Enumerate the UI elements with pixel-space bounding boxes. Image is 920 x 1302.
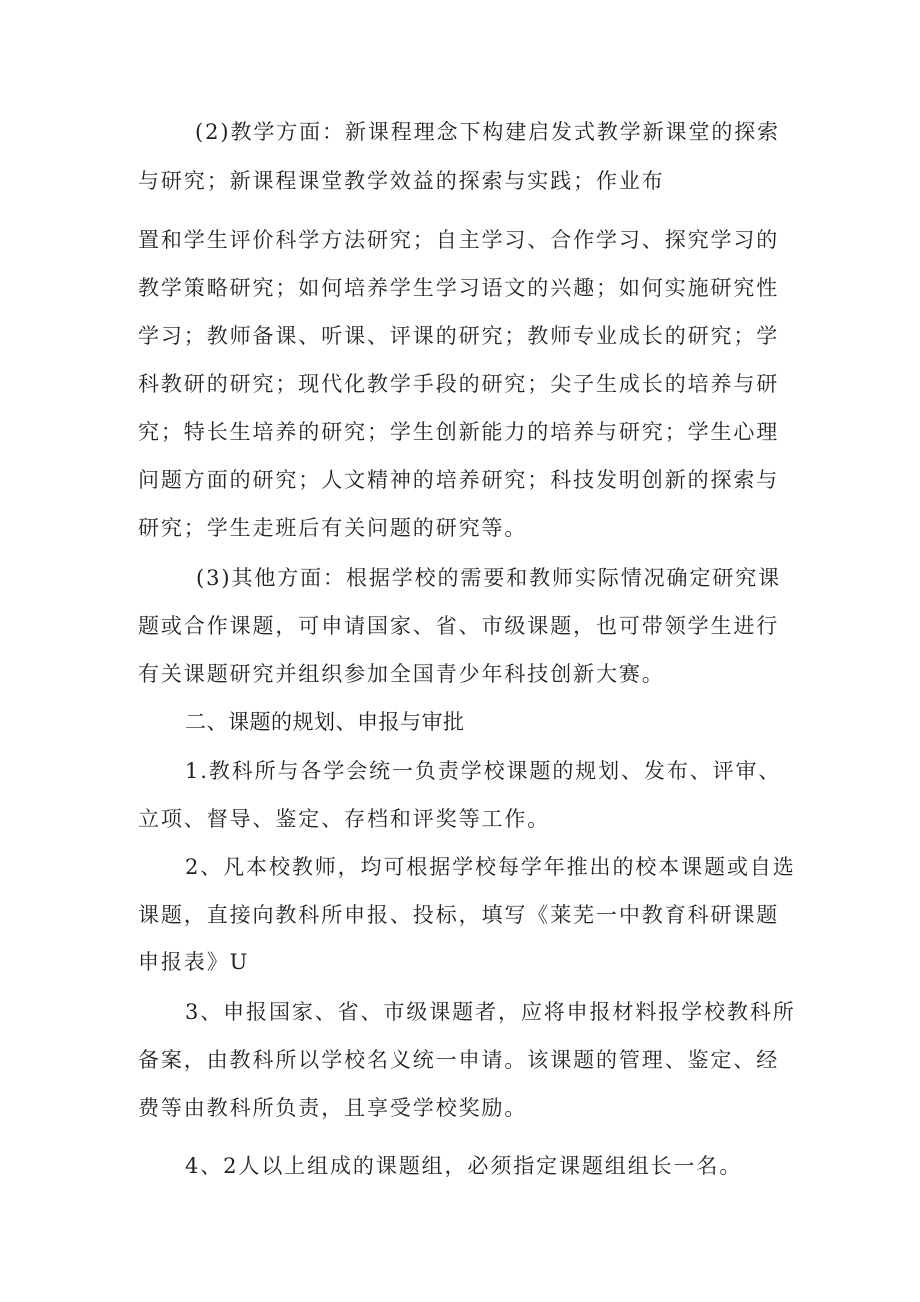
- paragraph-line: 题或合作课题，可申请国家、省、市级课题，也可带领学生进行: [138, 614, 780, 638]
- paragraph-line: 2、凡本校教师，均可根据学校每学年推出的校本课题或自选: [185, 855, 796, 879]
- paragraph-line: 研究；学生走班后有关问题的研究等。: [138, 516, 528, 540]
- paragraph-line: 课题，直接向教科所申报、投标，填写《莱芜一中教育科研课题: [138, 903, 780, 927]
- paragraph-line: 教学策略研究；如何培养学生学习语文的兴趣；如何实施研究性: [138, 276, 780, 300]
- paragraph-line: 申报表》U: [138, 950, 250, 974]
- paragraph-line: 学习；教师备课、听课、评课的研究；教师专业成长的研究；学: [138, 324, 780, 348]
- paragraph-line: 立项、督导、鉴定、存档和评奖等工作。: [138, 807, 551, 831]
- paragraph-line: (3)其他方面：根据学校的需要和教师实际情况确定研究课: [196, 566, 782, 590]
- section-heading: 二、课题的规划、申报与审批: [185, 710, 465, 734]
- paragraph-line: 究；特长生培养的研究；学生创新能力的培养与研究；学生心理: [138, 420, 780, 444]
- paragraph-line: 3、申报国家、省、市级课题者，应将申报材料报学校教科所: [185, 1000, 796, 1024]
- paragraph-line: 置和学生评价科学方法研究；自主学习、合作学习、探究学习的: [138, 228, 780, 252]
- paragraph-line: (2)教学方面：新课程理念下构建启发式教学新课堂的探索: [195, 120, 781, 144]
- paragraph-line: 科教研的研究；现代化教学手段的研究；尖子生成长的培养与研: [138, 372, 780, 396]
- paragraph-line: 备案，由教科所以学校名义统一申请。该课题的管理、鉴定、经: [138, 1048, 780, 1072]
- paragraph-line: 费等由教科所负责，且享受学校奖励。: [138, 1096, 528, 1120]
- paragraph-line: 问题方面的研究；人文精神的培养研究；科技发明创新的探索与: [138, 468, 780, 492]
- paragraph-line: 有关课题研究并组织参加全国青少年科技创新大赛。: [138, 662, 665, 686]
- paragraph-line: 4、2人以上组成的课题组，必须指定课题组组长一名。: [185, 1154, 743, 1178]
- paragraph-line: 与研究；新课程课堂教学效益的探索与实践；作业布: [138, 169, 665, 193]
- paragraph-line: 1.教科所与各学会统一负责学校课题的规划、发布、评审、: [185, 759, 782, 783]
